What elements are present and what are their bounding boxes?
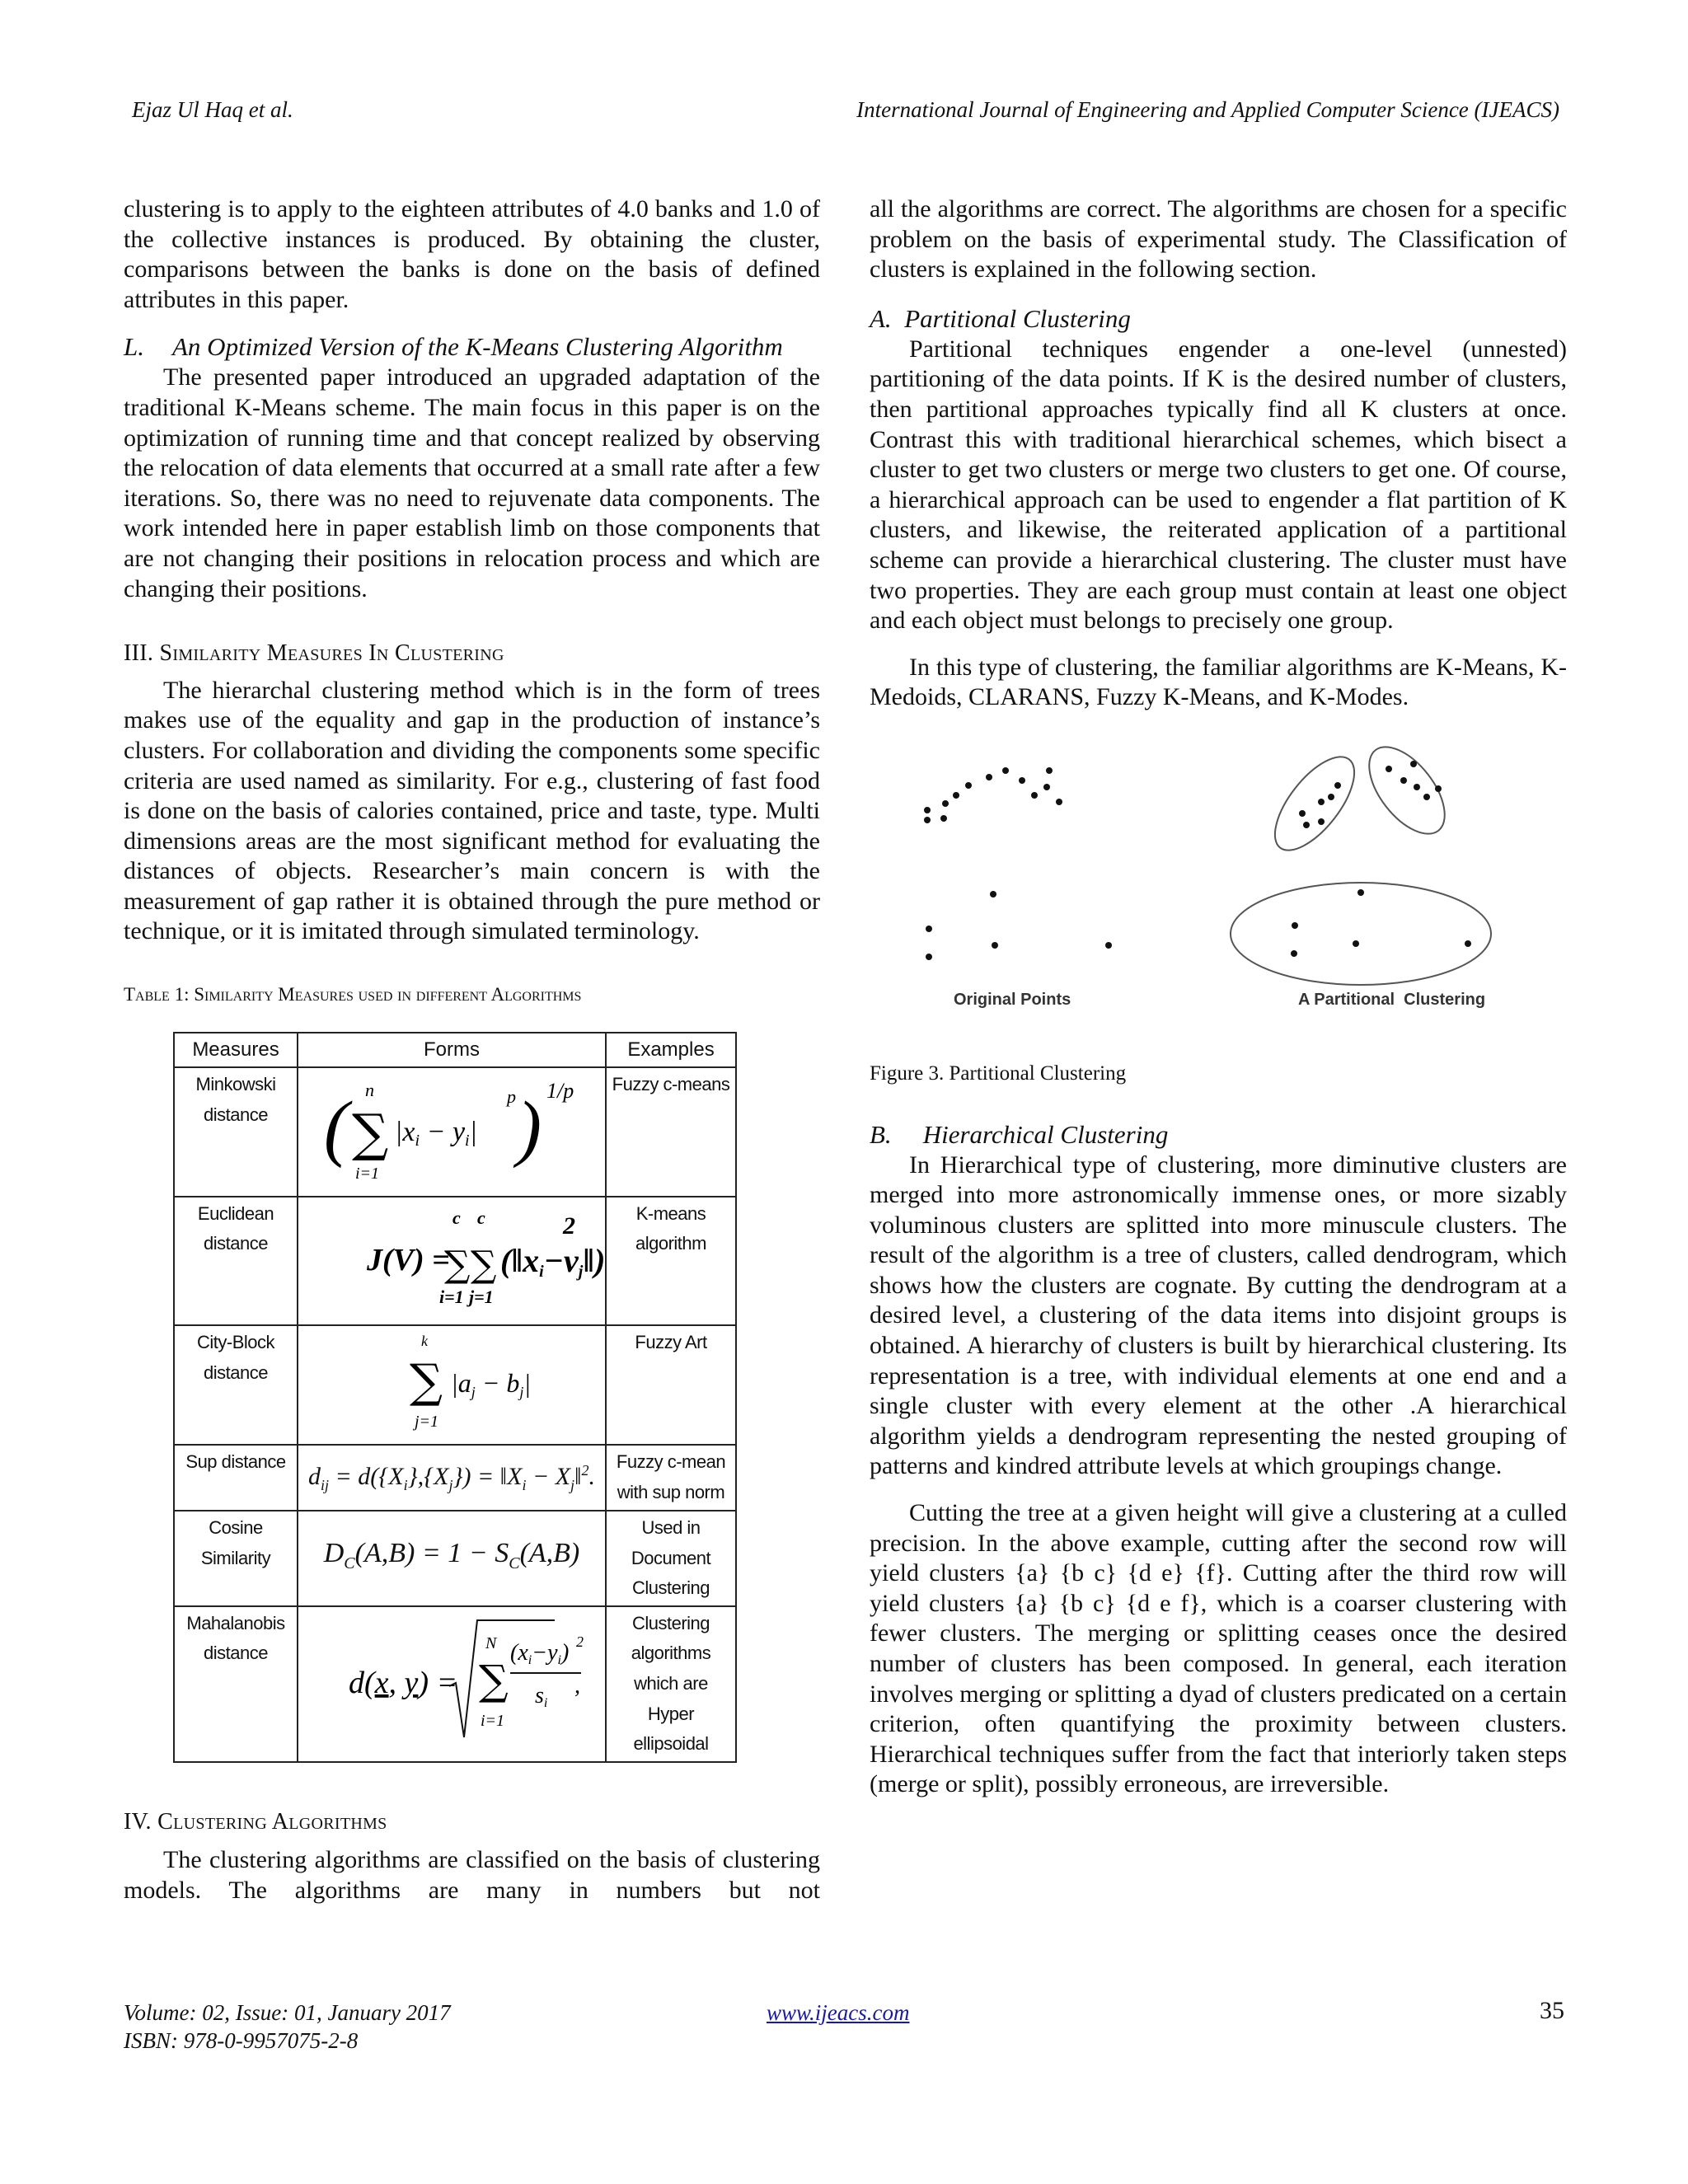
running-header-author: Ejaz Ul Haq et al. (132, 97, 293, 122)
left-column (124, 194, 820, 1906)
figure-label-original: Original Points (954, 990, 1071, 1009)
paragraph: The hierarchal clustering method which is in the form of trees makes use of the equality and gap in the production of instance’s clusters. For collaboration and dividing the components some specific criteria are used named as similarity. For e.g., clustering of fast food is done on the basis of calories contained, price and taste, type. Multi dimensions areas are the most significant method for evaluating the distances of objects. Researcher’s main concern is with the measurement of gap rather it is obtained through the pure method or technique, or it is imitated through simulated terminology. (124, 676, 820, 945)
svg-text:k: k (421, 1333, 428, 1350)
table-header-row (174, 1033, 736, 1068)
formula-image (316, 1328, 588, 1433)
footer-link[interactable]: www.ijeacs.com (767, 2000, 910, 2025)
section-heading-4: IV. Clustering Algorithms (124, 1808, 387, 1835)
svg-text:i=1: i=1 (355, 1165, 380, 1183)
table-row (174, 1606, 736, 1762)
table-row (174, 1445, 736, 1511)
table-row (174, 1197, 736, 1326)
svg-text:1/p: 1/p (546, 1079, 574, 1104)
svg-text:2: 2 (576, 1633, 584, 1650)
formula-sup: $d_{ij} = d(\{X_i\},\{X_j\})$ = $‖X_i$ − $X_j‖^2$. (298, 1445, 606, 1511)
paragraph: Cutting the tree at a given height will give a clustering at a culled precision. In the above example, cutting after the second row will yield clusters {a} {b c} {d e} {f}. Cutting after the third row will yield clusters {a} {b c} {d e f}, which is a coarser clustering with fewer clusters. The merging or splitting ceases once the desired number of clusters has been composed. In general, each iteration involves merging or splitting a dyad of clusters predicated on a certain criterion, often quantifying the proximity between clusters. Hierarchical techniques suffer from the fact that interiorly taken steps (merge or split), possibly erroneous, are irreversible. (870, 1499, 1567, 1798)
table-row (174, 1325, 736, 1445)
example-cell: Fuzzy Art (606, 1325, 736, 1445)
table-caption: Table 1: Similarity Measures used in different Algorithms (124, 984, 582, 1005)
example-cell: K-means algorithm (606, 1197, 736, 1326)
measure-cell: Euclidean distance (174, 1197, 298, 1326)
formula-cosine: $D_C(A,B) = 1 - S_C(A,B)$ (298, 1511, 606, 1606)
svg-text:i=1: i=1 (481, 1712, 505, 1730)
formula-image (316, 1070, 588, 1185)
table-header: Forms (298, 1033, 606, 1068)
svg-text:|aj − bj|: |aj − bj| (451, 1368, 532, 1401)
cluster-ellipse (1260, 744, 1368, 863)
paragraph: In Hierarchical type of clustering, more diminutive clusters are merged into more astronomically immense ones, or more sizably voluminous clusters are splitted into more minuscule clusters. The result of the algorithm is a tree of clusters, called dendrogram, which shows how the clusters are cognate. By cutting the dendrogram at a desired level, a clustering of the data items into disjoint groups is obtained. A hierarchy of clusters is built by hierarchical clustering. Its representation is a tree, with individual elements at one end and a single cluster with every element at the other .A hierarchical algorithm yields a dendrogram representing the nested grouping of patterns and kindred attribute levels at which groupings change. (870, 1151, 1567, 1480)
section-heading-a: A. Partitional Clustering (870, 303, 1131, 333)
table-row (174, 1067, 736, 1197)
svg-text:j=1: j=1 (415, 1413, 439, 1432)
svg-text:n: n (365, 1080, 374, 1101)
svg-text:(‖xi−vj‖): (‖xi−vj‖) (500, 1241, 606, 1281)
svg-text:∑: ∑ (444, 1243, 471, 1286)
original-points-cluster-top (924, 767, 1062, 823)
example-cell: Fuzzy c-means (606, 1067, 736, 1197)
svg-text:J(V) =: J(V) = (367, 1242, 450, 1277)
svg-text:i=1: i=1 (439, 1286, 464, 1307)
table-header: Measures (174, 1033, 298, 1068)
paragraph: Partitional techniques engender a one-level (unnested) partitioning of the data points. If K is the desired number of clusters, then partitional approaches typically find all K clusters at once. Contrast this with traditional hierarchical schemes, which bisect a cluster to get two clusters or merge two clusters to get one. Of course, a hierarchical approach can be used to engender a flat partition of K clusters, and likewise, the reiterated application of a partitional scheme can provide a hierarchical clustering. The cluster must have two properties. They are each group must contain at least one object and each object must belongs to precisely one group. (870, 335, 1567, 635)
formula-image (316, 1614, 588, 1746)
paragraph: clustering is to apply to the eighteen attributes of 4.0 banks and 1.0 of the collective instances is produced. By obtaining the cluster, comparisons between the banks is done on the basis of defined attributes in this paper. (124, 195, 820, 313)
cluster-ellipse (1231, 883, 1491, 985)
svg-text:c: c (452, 1207, 461, 1228)
example-cell: Fuzzy c-mean with sup norm (606, 1445, 736, 1511)
formula-image (316, 1199, 606, 1315)
similarity-table (173, 1032, 737, 1763)
section-heading-3: III. Similarity Measures In Clustering (124, 640, 504, 667)
example-cell: Used in Document Clustering (606, 1511, 736, 1606)
paragraph: The presented paper introduced an upgraded adaptation of the traditional K-Means scheme. The main focus in this paper is on the optimization of running time and that concept realized by observing the relocation of data elements that occurred at a small rate after a few iterations. So, there was no need to rejuvenate data components. The work intended here in paper establish limb on those components that are not changing their positions in relocation process and which are changing their positions. (124, 363, 820, 602)
svg-text:(: ( (324, 1087, 349, 1169)
partitional-points-bottom (1291, 889, 1471, 957)
right-column (870, 194, 1567, 1800)
svg-text:(xi−yi): (xi−yi) (510, 1640, 570, 1667)
section-heading-l: L. An Optimized Version of the K-Means Clustering Algorithm (124, 332, 783, 362)
page-number: 35 (1540, 1997, 1564, 2024)
svg-text:c: c (477, 1207, 485, 1228)
formula-cityblock (298, 1325, 606, 1445)
figure-label-partitional: A Partitional Clustering (1298, 990, 1486, 1009)
svg-text:j=1: j=1 (469, 1286, 494, 1307)
svg-text:p: p (507, 1086, 516, 1108)
measure-cell: Mahalanobis distance (174, 1606, 298, 1762)
figure-caption: Figure 3. Partitional Clustering (870, 1062, 1127, 1085)
original-points-cluster-bottom (926, 891, 1112, 960)
measure-cell: Cosine Similarity (174, 1511, 298, 1606)
running-header-journal: International Journal of Engineering and Applied Computer Science (IJEACS) (856, 97, 1559, 122)
example-cell: Clustering algorithms which are Hyper ellipsoidal (606, 1606, 736, 1762)
svg-text:,: , (574, 1673, 580, 1699)
figure-image (870, 746, 1567, 1026)
formula-euclidean (298, 1197, 606, 1326)
paragraph: In this type of clustering, the familiar algorithms are K-Means, K-Medoids, CLARANS, Fuzzy K-Means, and K-Modes. (870, 653, 1567, 711)
svg-text:∑: ∑ (471, 1243, 497, 1286)
svg-text:∑: ∑ (410, 1355, 443, 1409)
paragraph: The clustering algorithms are classified on the basis of clustering models. The algorithms are many in numbers but not (124, 1846, 820, 1904)
paragraph: all the algorithms are correct. The algorithms are chosen for a specific problem on the basis of experimental study. The Classification of clusters is explained in the following section. (870, 195, 1567, 284)
svg-text:): ) (517, 1087, 542, 1169)
table-row (174, 1511, 736, 1606)
svg-text:∑: ∑ (479, 1657, 509, 1704)
svg-text:d(x, y) =: d(x, y) = (349, 1666, 458, 1700)
svg-text:|xi − yi|: |xi − yi| (395, 1117, 477, 1151)
section-heading-b: B. Hierarchical Clustering (870, 1119, 1169, 1149)
measure-cell: City-Block distance (174, 1325, 298, 1445)
table-header: Examples (606, 1033, 736, 1068)
svg-text:N: N (485, 1634, 497, 1652)
figure-partitional-clustering (870, 746, 1567, 1059)
svg-text:si: si (535, 1683, 548, 1710)
measure-cell: Minkowski distance (174, 1067, 298, 1197)
svg-text:∑: ∑ (352, 1103, 389, 1164)
formula-mahalanobis (298, 1606, 606, 1762)
cluster-ellipse (1355, 733, 1460, 846)
svg-text:2: 2 (563, 1212, 575, 1240)
formula-minkowski (298, 1067, 606, 1197)
measure-cell: Sup distance (174, 1445, 298, 1511)
footer-volume: Volume: 02, Issue: 01, January 2017 ISBN: 978-0-9957075-2-8 (124, 2000, 451, 2053)
